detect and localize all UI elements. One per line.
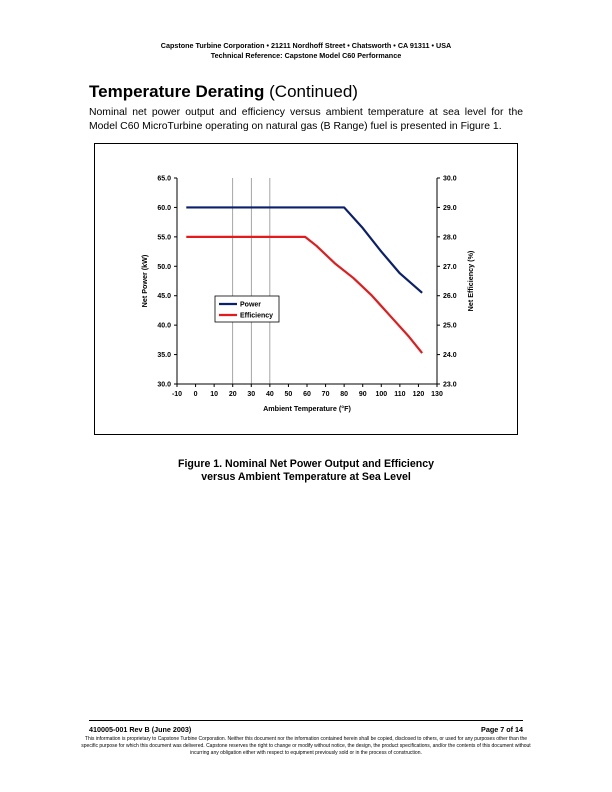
section-title — [89, 82, 358, 102]
y2-tick-label: 26.0 — [443, 293, 457, 301]
figure-frame — [94, 143, 518, 435]
series-line-power — [186, 207, 422, 292]
x-tick-label: 110 — [394, 391, 406, 398]
section-title-suffix: (Continued) — [264, 82, 358, 101]
x-tick-label: 100 — [375, 391, 388, 398]
y2-tick-label: 25.0 — [443, 322, 457, 330]
y2-tick-label: 24.0 — [443, 352, 457, 360]
y-tick-label: 65.0 — [157, 175, 171, 183]
x-tick-label: 30 — [247, 391, 256, 398]
legend-label-efficiency: Efficiency — [240, 312, 274, 320]
y-tick-label: 35.0 — [157, 352, 171, 360]
technical-reference: Technical Reference: Capstone Model C60 Performance — [210, 51, 402, 60]
y-axis-title: Net Power (kW) — [140, 254, 149, 308]
y-tick-label: 45.0 — [157, 293, 171, 301]
x-tick-label: 50 — [284, 391, 293, 398]
page-number: Page 7 of 14 — [481, 725, 523, 734]
x-tick-label: 120 — [412, 391, 425, 398]
x-tick-label: 40 — [265, 391, 274, 398]
x-tick-label: 80 — [340, 391, 349, 398]
x-tick-label: 10 — [210, 391, 219, 398]
y2-tick-label: 30.0 — [443, 175, 457, 183]
x-tick-label: 0 — [193, 391, 198, 398]
x-tick-label: 130 — [431, 391, 443, 398]
series-line-efficiency — [186, 237, 422, 353]
legend-label-power: Power — [240, 301, 262, 309]
page-header — [0, 41, 612, 61]
x-tick-label: 90 — [358, 391, 367, 398]
y2-tick-label: 23.0 — [443, 381, 457, 389]
y-tick-label: 40.0 — [157, 322, 171, 330]
x-tick-label: 20 — [228, 391, 237, 398]
y-tick-label: 55.0 — [157, 234, 171, 242]
x-tick-label: 70 — [321, 391, 330, 398]
y-tick-label: 60.0 — [157, 204, 171, 212]
footer-divider — [89, 720, 523, 721]
y2-axis-title: Net Efficiency (%) — [466, 250, 475, 312]
x-tick-label: 60 — [303, 391, 311, 398]
y2-tick-label: 27.0 — [443, 263, 457, 271]
y2-tick-label: 29.0 — [443, 204, 457, 212]
caption-line-2: versus Ambient Temperature at Sea Level — [201, 471, 411, 483]
company-address: Capstone Turbine Corporation • 21211 Nordhoff Street • Chatsworth • CA 91311 • USA — [160, 41, 452, 50]
y2-tick-label: 28.0 — [443, 234, 457, 242]
intro-paragraph: Nominal net power output and efficiency versus ambient temperature at sea level for the Model C60 MicroTurbine operating on natural gas (B Range) fuel is presented in Figure 1. — [89, 107, 523, 132]
y-tick-label: 50.0 — [157, 263, 171, 271]
y-tick-label: 30.0 — [157, 381, 171, 389]
caption-line-1: Figure 1. Nominal Net Power Output and Efficiency — [177, 458, 435, 470]
section-title-main: Temperature Derating — [89, 82, 265, 101]
x-axis-title: Ambient Temperature (°F) — [263, 404, 351, 413]
proprietary-disclaimer: This information is proprietary to Capstone Turbine Corporation. Neither this document nor the information contained herein shall be copied, disclosed to others, or used for any purposes other than the specific purpose for which this document was delivered. Capstone reserves the right to change or modify without notice, the design, the product specifications, and/or the contents of this document without incurring any obligation either with respect to equipment previously sold or in the process of construction. — [81, 736, 531, 756]
figure-caption — [0, 458, 612, 484]
x-tick-label: -10 — [171, 391, 183, 398]
power-efficiency-chart — [95, 144, 519, 436]
document-id: 410005-001 Rev B (June 2003) — [89, 725, 192, 734]
